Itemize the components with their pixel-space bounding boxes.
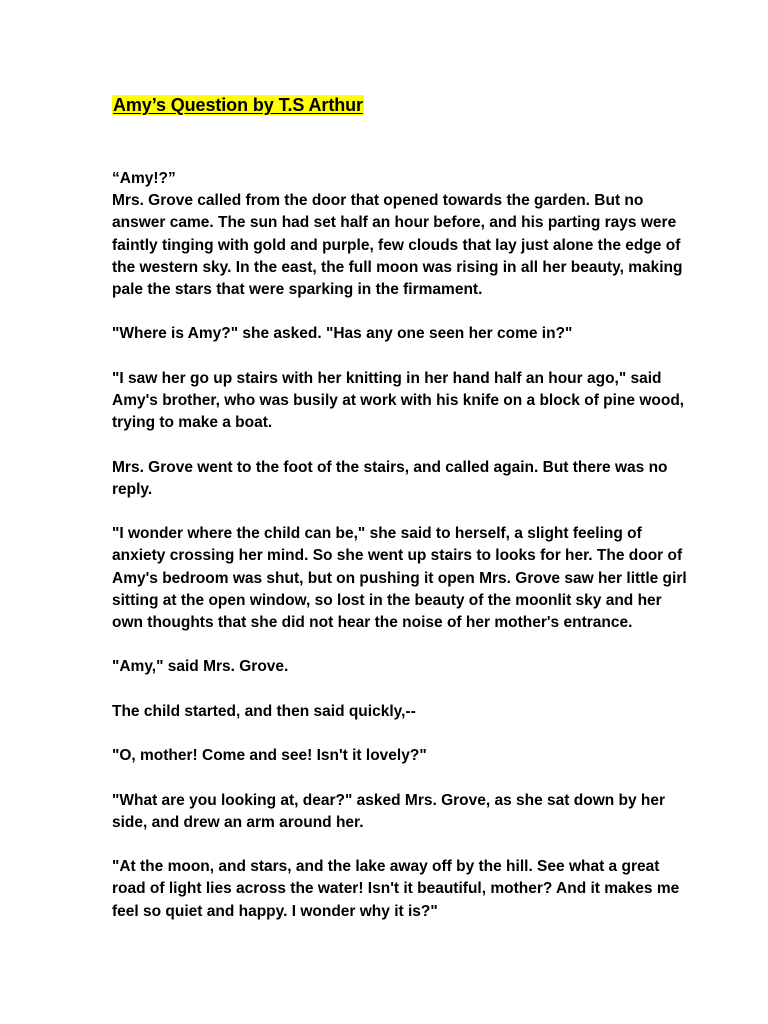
- document-title: [112, 94, 364, 116]
- paragraph-mother-calls: "Amy," said Mrs. Grove.: [112, 658, 289, 676]
- paragraph-come-and-see: "O, mother! Come and see! Isn't it lovely?": [112, 747, 427, 765]
- paragraph-stairs-call: Mrs. Grove went to the foot of the stairs, and called again. But there was no reply.: [112, 458, 668, 498]
- document-title-text: Amy’s Question by T.S Arthur: [113, 95, 363, 115]
- paragraph-brother-reply: "I saw her go up stairs with her knitting in her hand half an hour ago," said Amy's brother, who was busily at work with his knife on a block of pine wood, trying to make a boat.: [112, 369, 685, 432]
- paragraph-what-looking-at: "What are you looking at, dear?" asked Mrs. Grove, as she sat down by her side, and drew an arm around her.: [112, 791, 666, 831]
- document-body: [112, 168, 692, 945]
- paragraph-opening: Mrs. Grove called from the door that opened towards the garden. But no answer came. The sun had set half an hour before, and his parting rays were faintly tinging with gold and purple, few clouds that lay just alone the edge of the western sky. In the east, the full moon was rising in all her beauty, making pale the stars that were sparking in the firmament.: [112, 192, 683, 299]
- paragraph-moon-and-stars: "At the moon, and stars, and the lake away off by the hill. See what a great road of light lies across the water! Isn't it beautiful, mother? And it makes me feel so quiet and happy. I wonder why it is?": [112, 858, 680, 920]
- paragraph-child-started: The child started, and then said quickly,--: [112, 702, 416, 720]
- paragraph-search-bedroom: "I wonder where the child can be," she said to herself, a slight feeling of anxiety crossing her mind. So she went up stairs to looks for her. The door of Amy's bedroom was shut, but on pushing it open Mrs. Grove saw her little girl sitting at the open window, so lost in the beauty of the moonlit sky and her own thoughts that she did not hear the noise of her mother's entrance.: [112, 525, 687, 631]
- paragraph-greeting: “Amy!?”: [112, 170, 176, 187]
- paragraph-where-is-amy: "Where is Amy?" she asked. "Has any one seen her come in?": [112, 325, 573, 343]
